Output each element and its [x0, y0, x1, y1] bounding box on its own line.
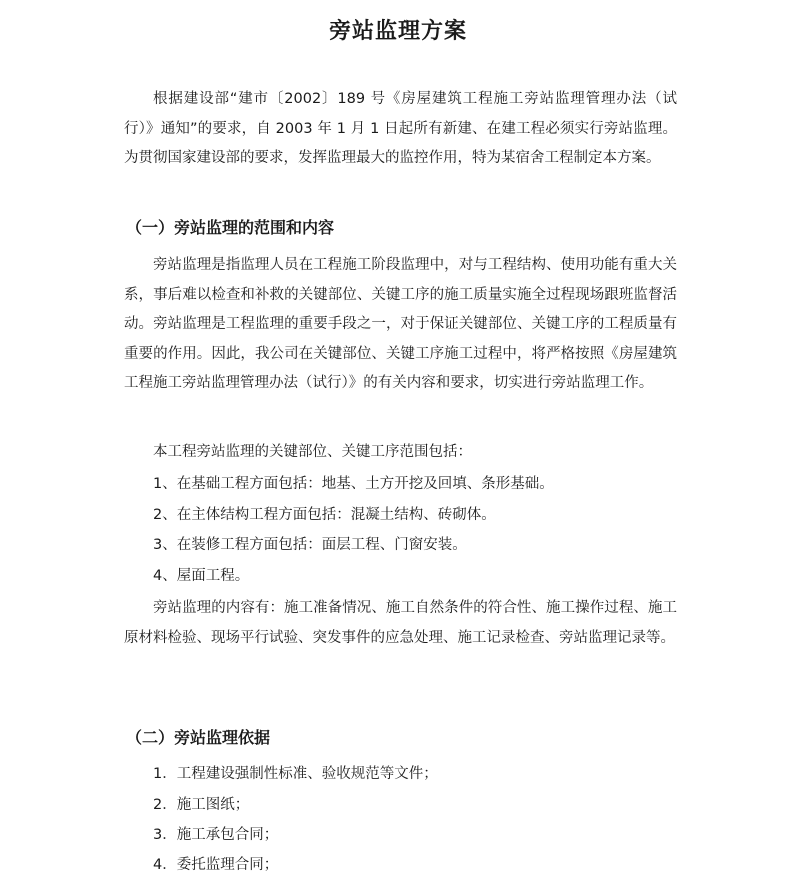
basis-item-1: 1．工程建设强制性标准、验收规范等文件； — [153, 766, 438, 782]
section-1-heading: （一）旁站监理的范围和内容 — [126, 218, 335, 237]
scope-item-2: 2、在主体结构工程方面包括：混凝土结构、砖砌体。 — [153, 507, 496, 523]
scope-intro-line: 本工程旁站监理的关键部位、关键工序范围包括： — [153, 444, 472, 460]
basis-item-3: 3．施工承包合同； — [153, 827, 279, 843]
scope-item-1: 1、在基础工程方面包括：地基、土方开挖及回填、条形基础。 — [153, 476, 554, 492]
content-paragraph: 旁站监理的内容有：施工准备情况、施工自然条件的符合性、施工操作过程、施工原材料检验、现场平行试验、突发事件的应急处理、施工记录检查、旁站监理记录等。 — [124, 600, 677, 646]
scope-item-3: 3、在装修工程方面包括：面层工程、门窗安装。 — [153, 537, 467, 553]
basis-item-4: 4．委托监理合同； — [153, 857, 279, 873]
document-title: 旁站监理方案 — [328, 18, 467, 44]
section-2-heading: （二）旁站监理依据 — [126, 728, 271, 747]
basis-item-2: 2．施工图纸； — [153, 797, 250, 813]
intro-paragraph: 根据建设部“建市〔2002〕189 号《房屋建筑工程施工旁站监理管理办法（试行）》通知”的要求，自 2003 年 1 月 1 日起所有新建、在建工程必须实行旁站监理。为贯彻国家建设部的要求，发挥监理最大的监控作用，特为某宿舍工程制定本方案。 — [124, 91, 677, 166]
scope-item-4: 4、屋面工程。 — [153, 568, 250, 584]
section-1-paragraph: 旁站监理是指监理人员在工程施工阶段监理中，对与工程结构、使用功能有重大关系，事后难以检查和补救的关键部位、关键工序的施工质量实施全过程现场跟班监督活动。旁站监理是工程监理的重要手段之一，对于保证关键部位、关键工序的工程质量有重要的作用。因此，我公司在关键部位、关键工序施工过程中，将严格按照《房屋建筑工程施工旁站监理管理办法（试行）》的有关内容和要求，切实进行旁站监理工作。 — [124, 257, 677, 391]
